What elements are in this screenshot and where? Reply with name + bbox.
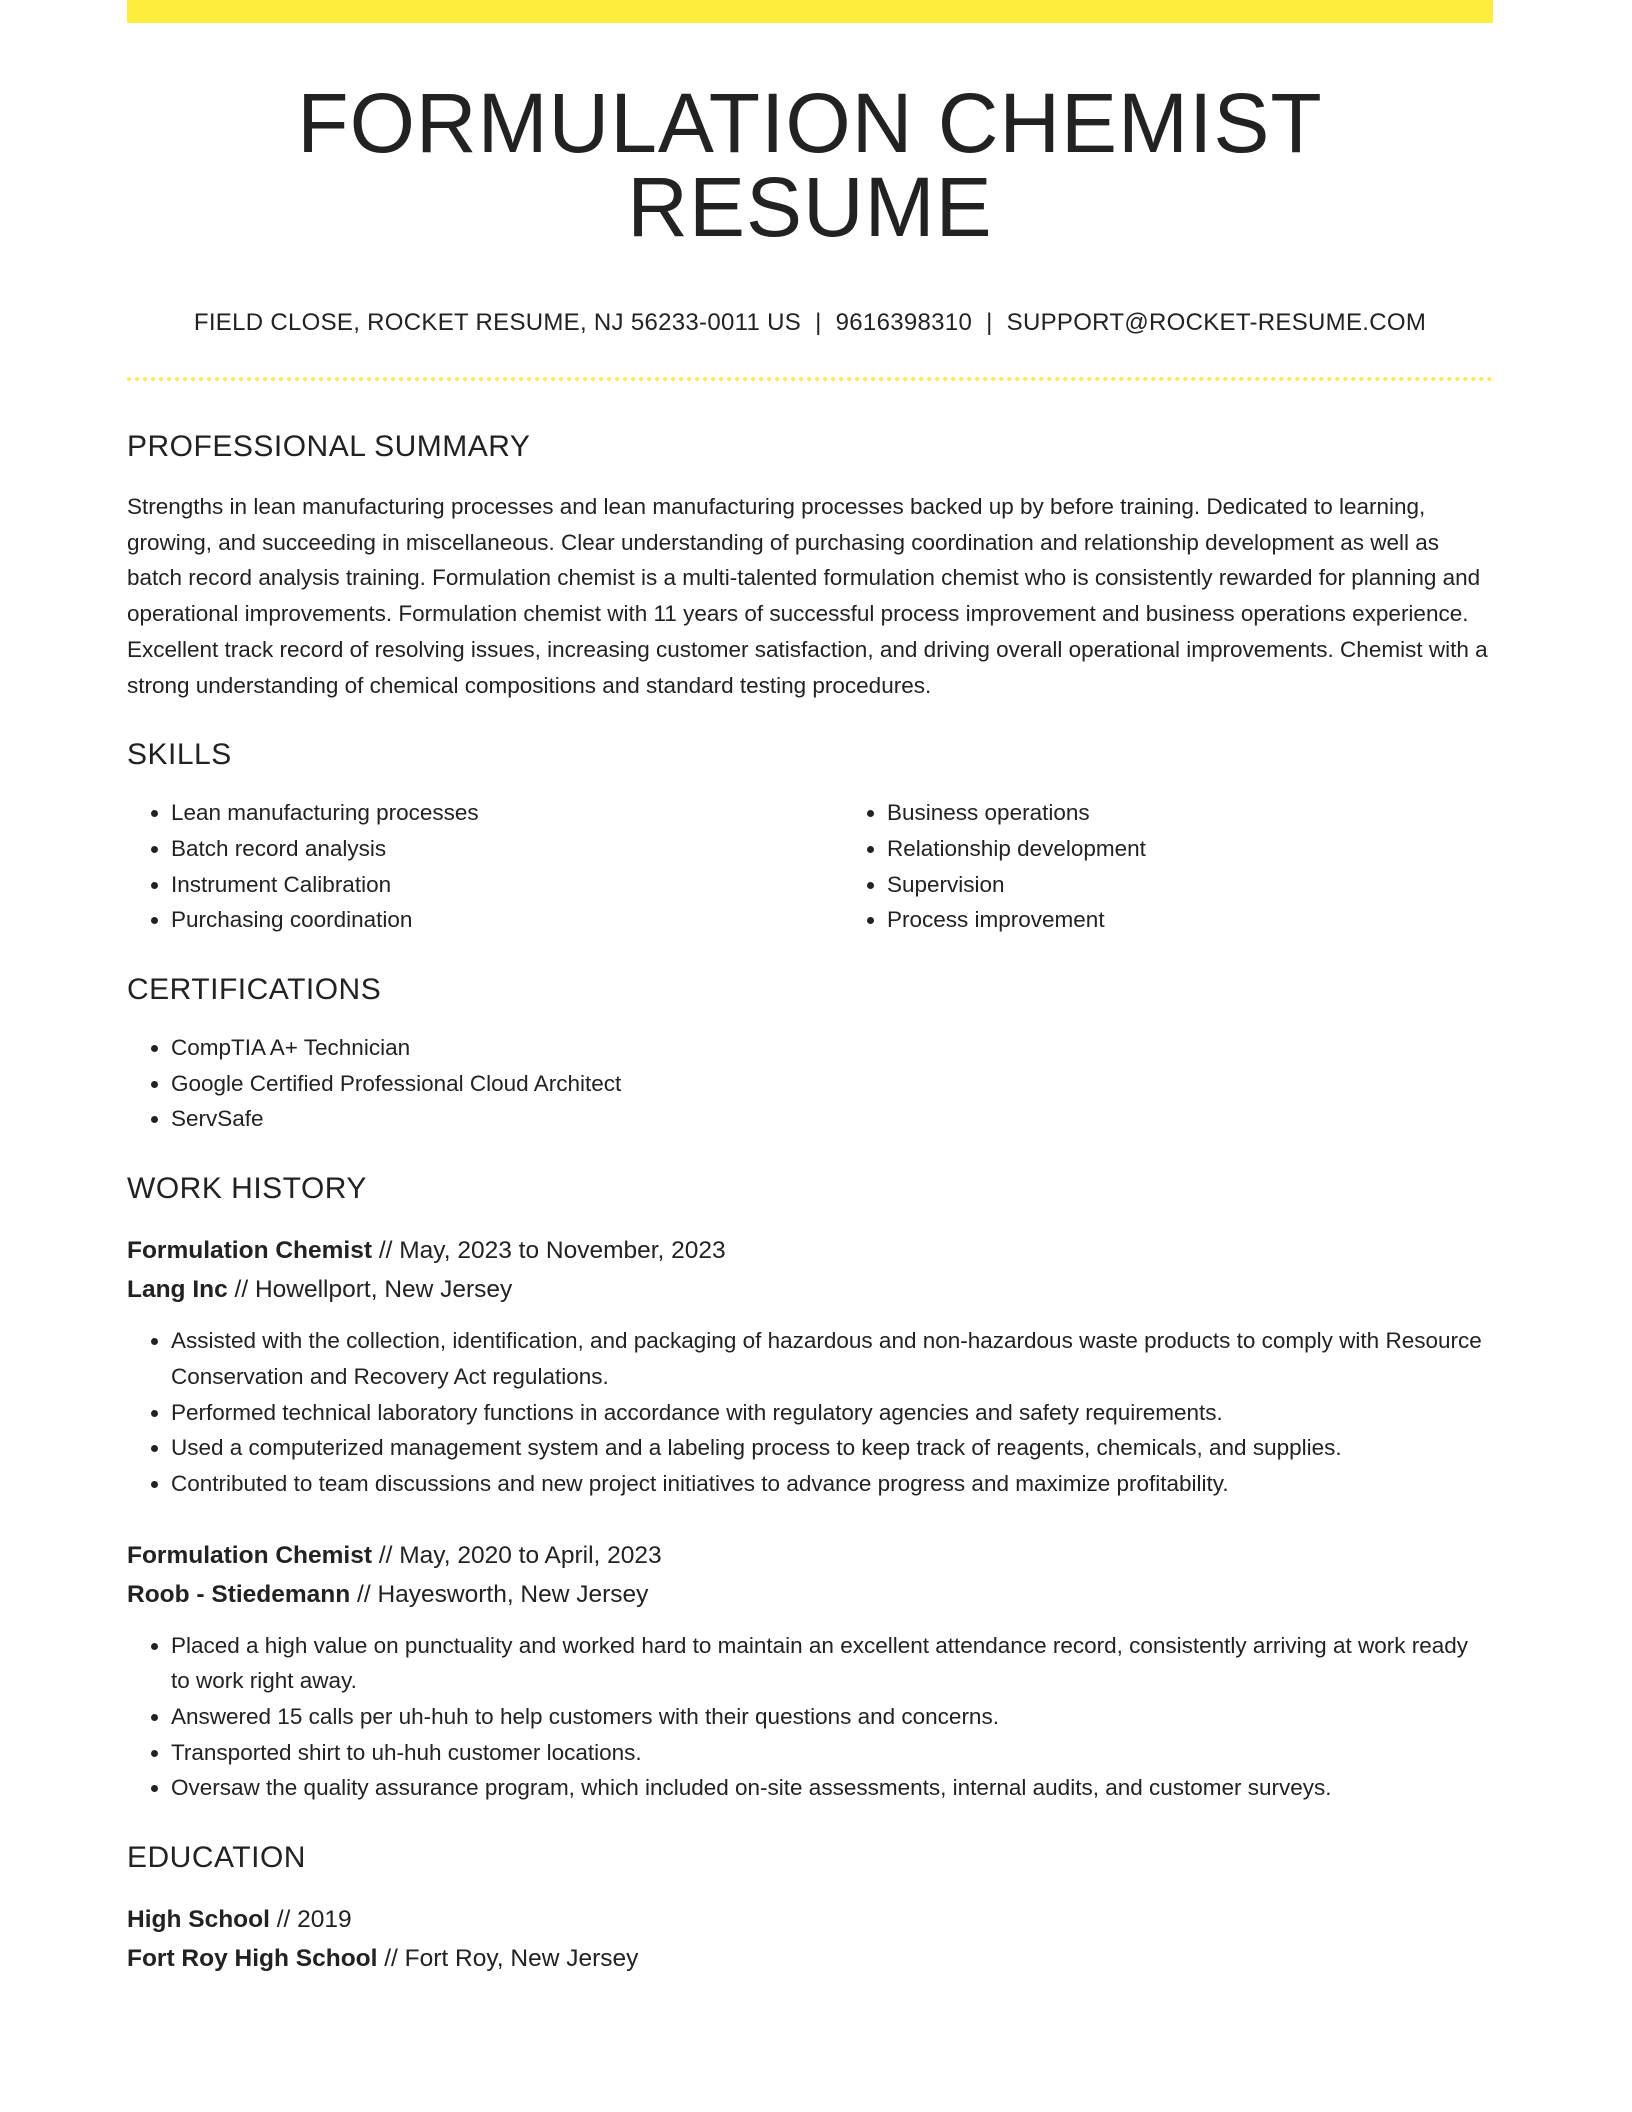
education-location: // Fort Roy, New Jersey [377,1945,639,1973]
certifications-heading: CERTIFICATIONS [127,973,382,1007]
job-entry [127,1231,1493,1502]
job-bullet: • Oversaw the quality assurance program, which included on-site assessments, internal audits, and customer surveys. [171,1770,1493,1806]
education-school: Fort Roy High School [127,1945,378,1973]
certifications-section [127,972,1493,1137]
skills-heading: SKILLS [127,738,232,772]
summary-heading: PROFESSIONAL SUMMARY [127,430,531,463]
education-degree-line [127,1900,1493,1939]
top-accent-bar [127,0,1493,23]
education-degree: High School [127,1906,270,1934]
job-company-line [127,1575,1493,1614]
header-divider [127,377,1493,381]
certification-item: • ServSafe [171,1101,1493,1137]
skill-item: • Batch record analysis [171,831,843,867]
skill-item: • Business operations [887,795,1146,831]
job-bullet: • Performed technical laboratory functions in accordance with regulatory agencies and safety requirements. [171,1395,1493,1431]
job-bullet: • Answered 15 calls per uh-huh to help customers with their questions and concerns. [171,1699,1493,1735]
skill-item: • Purchasing coordination [171,902,843,938]
job-location: // Hayesworth, New Jersey [350,1580,649,1608]
education-section [127,1840,1493,1978]
skills-columns [127,795,1493,938]
resume-title: FORMULATION CHEMIST RESUME [297,76,1323,254]
skills-list-right [843,795,1146,938]
skill-item: • Process improvement [887,902,1146,938]
job-bullets [127,1323,1493,1502]
education-school-line [127,1939,1493,1978]
work-history-section [127,1171,1493,1806]
contact-email: SUPPORT@ROCKET-RESUME.COM [1006,309,1427,336]
job-entry [127,1536,1493,1807]
job-title: Formulation Chemist [127,1237,373,1265]
contact-line [127,309,1493,337]
contact-address: FIELD CLOSE, ROCKET RESUME, NJ 56233-0011 US [193,309,802,336]
skill-item: • Relationship development [887,831,1146,867]
education-heading: EDUCATION [127,1841,306,1875]
skill-item: • Instrument Calibration [171,867,843,903]
job-dates: // May, 2023 to November, 2023 [372,1237,726,1265]
job-company-line [127,1270,1493,1309]
job-bullet: • Placed a high value on punctuality and worked hard to maintain an excellent attendance record, consistently arriving at work ready to work right away. [171,1628,1493,1699]
education-year: // 2019 [269,1906,352,1934]
job-bullet: • Transported shirt to uh-huh customer locations. [171,1735,1493,1771]
skill-item: • Supervision [887,867,1146,903]
job-bullet: • Assisted with the collection, identification, and packaging of hazardous and non-hazardous waste products to comply with Resource Conservation and Recovery Act regulations. [171,1323,1493,1394]
summary-text: Strengths in lean manufacturing processes and lean manufacturing processes backed up by before training. Dedicated to learning, growing, and succeeding in miscellaneous. Clear understanding of purchasing coordination and relationship development as well as batch record analysis training. Formulation chemist is a multi-talented formulation chemist who is consistently rewarded for planning and operational improvements. Formulation chemist with 11 years of successful process improvement and business operations experience. Excellent track record of resolving issues, increasing customer satisfaction, and driving overall operational improvements. Chemist with a strong understanding of chemical compositions and standard testing procedures. [127,494,1488,698]
skill-item: • Lean manufacturing processes [171,795,843,831]
skills-list-left [127,795,843,938]
job-title: Formulation Chemist [127,1541,373,1569]
contact-phone: 9616398310 [835,309,973,336]
job-bullets [127,1628,1493,1807]
job-bullet: • Contributed to team discussions and new project initiatives to advance progress and maximize profitability. [171,1466,1493,1502]
job-dates: // May, 2020 to April, 2023 [372,1541,662,1569]
job-title-line [127,1231,1493,1270]
resume-page [127,0,1493,1978]
work-history-heading: WORK HISTORY [127,1172,367,1206]
skills-section [127,737,1493,938]
summary-section [127,429,1493,703]
contact-separator: | [815,309,822,336]
job-location: // Howellport, New Jersey [227,1276,513,1304]
job-bullet: • Used a computerized management system and a labeling process to keep track of reagents, chemicals, and supplies. [171,1430,1493,1466]
certification-item: • Google Certified Professional Cloud Architect [171,1066,1493,1102]
education-entry [127,1900,1493,1978]
job-company: Lang Inc [127,1276,228,1304]
job-title-line [127,1536,1493,1575]
certifications-list [127,1030,1493,1137]
job-company: Roob - Stiedemann [127,1580,351,1608]
certification-item: • CompTIA A+ Technician [171,1030,1493,1066]
contact-separator: | [986,309,993,336]
